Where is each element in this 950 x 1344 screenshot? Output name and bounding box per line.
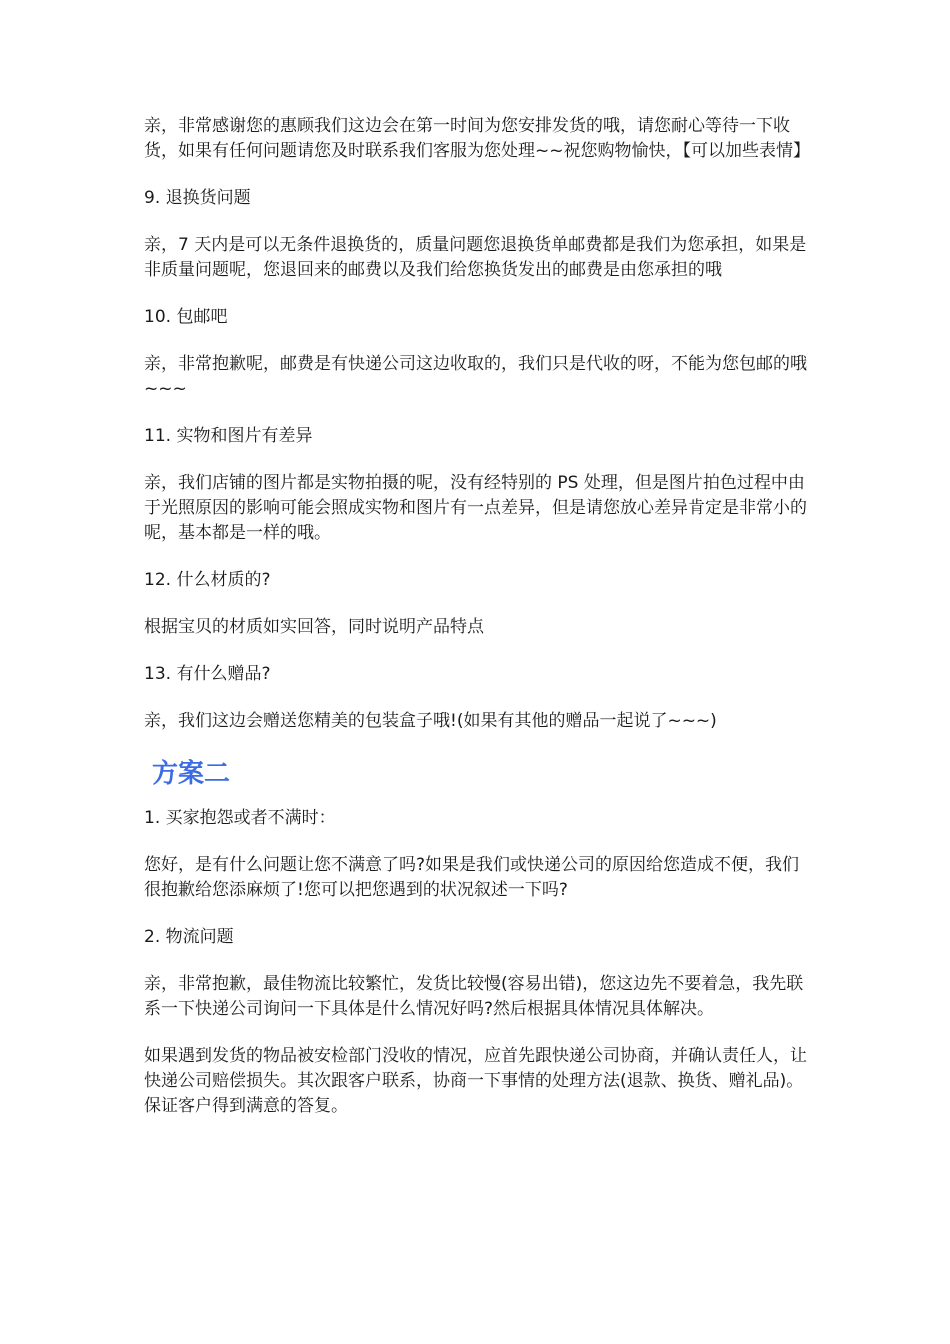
section-heading-12: 12. 什么材质的? <box>144 570 271 590</box>
section-heading-11: 11. 实物和图片有差异 <box>144 426 313 446</box>
paragraph-complaint: 您好，是有什么问题让您不满意了吗?如果是我们或快递公司的原因给您造成不便，我们很抱歉给您添麻烦了!您可以把您遇到的状况叙述一下吗? <box>144 855 800 900</box>
document-page <box>144 114 812 1141</box>
paragraph-photo-difference: 亲，我们店铺的图片都是实物拍摄的呢，没有经特别的 PS 处理，但是图片拍色过程中由于光照原因的影响可能会照成实物和图片有一点差异，但是请您放心差异肯定是非常小的呢，基本都是一样的哦。 <box>144 473 807 543</box>
plan-two-title: 方案二 <box>152 759 231 789</box>
section-heading-1: 1. 买家抱怨或者不满时： <box>144 808 336 828</box>
paragraph-material: 根据宝贝的材质如实回答，同时说明产品特点 <box>144 617 484 637</box>
paragraph-logistics: 亲，非常抱歉，最佳物流比较繁忙，发货比较慢(容易出错)，您这边先不要着急，我先联系一下快递公司询问一下具体是什么情况好吗?然后根据具体情况具体解决。 <box>144 974 804 1019</box>
paragraph-gift: 亲，我们这边会赠送您精美的包装盒子哦!(如果有其他的赠品一起说了~~~) <box>144 711 717 731</box>
paragraph-thanks-shipping: 亲，非常感谢您的惠顾我们这边会在第一时间为您安排发货的哦，请您耐心等待一下收货，如果有任何问题请您及时联系我们客服为您处理~~祝您购物愉快，【可以加些表情】 <box>144 116 810 161</box>
section-heading-9: 9. 退换货问题 <box>144 188 251 208</box>
paragraph-free-shipping: 亲，非常抱歉呢，邮费是有快递公司这边收取的，我们只是代收的呀，不能为您包邮的哦~~~ <box>144 354 807 399</box>
section-heading-13: 13. 有什么赠品? <box>144 664 271 684</box>
paragraph-return-exchange: 亲，7 天内是可以无条件退换货的，质量问题您退换货单邮费都是我们为您承担，如果是非质量问题呢，您退回来的邮费以及我们给您换货发出的邮费是由您承担的哦 <box>144 235 807 280</box>
section-heading-10: 10. 包邮吧 <box>144 307 228 327</box>
section-heading-2: 2. 物流问题 <box>144 927 234 947</box>
paragraph-confiscation: 如果遇到发货的物品被安检部门没收的情况，应首先跟快递公司协商，并确认责任人，让快递公司赔偿损失。其次跟客户联系，协商一下事情的处理方法(退款、换货、赠礼品)。保证客户得到满意的答复。 <box>144 1046 807 1116</box>
